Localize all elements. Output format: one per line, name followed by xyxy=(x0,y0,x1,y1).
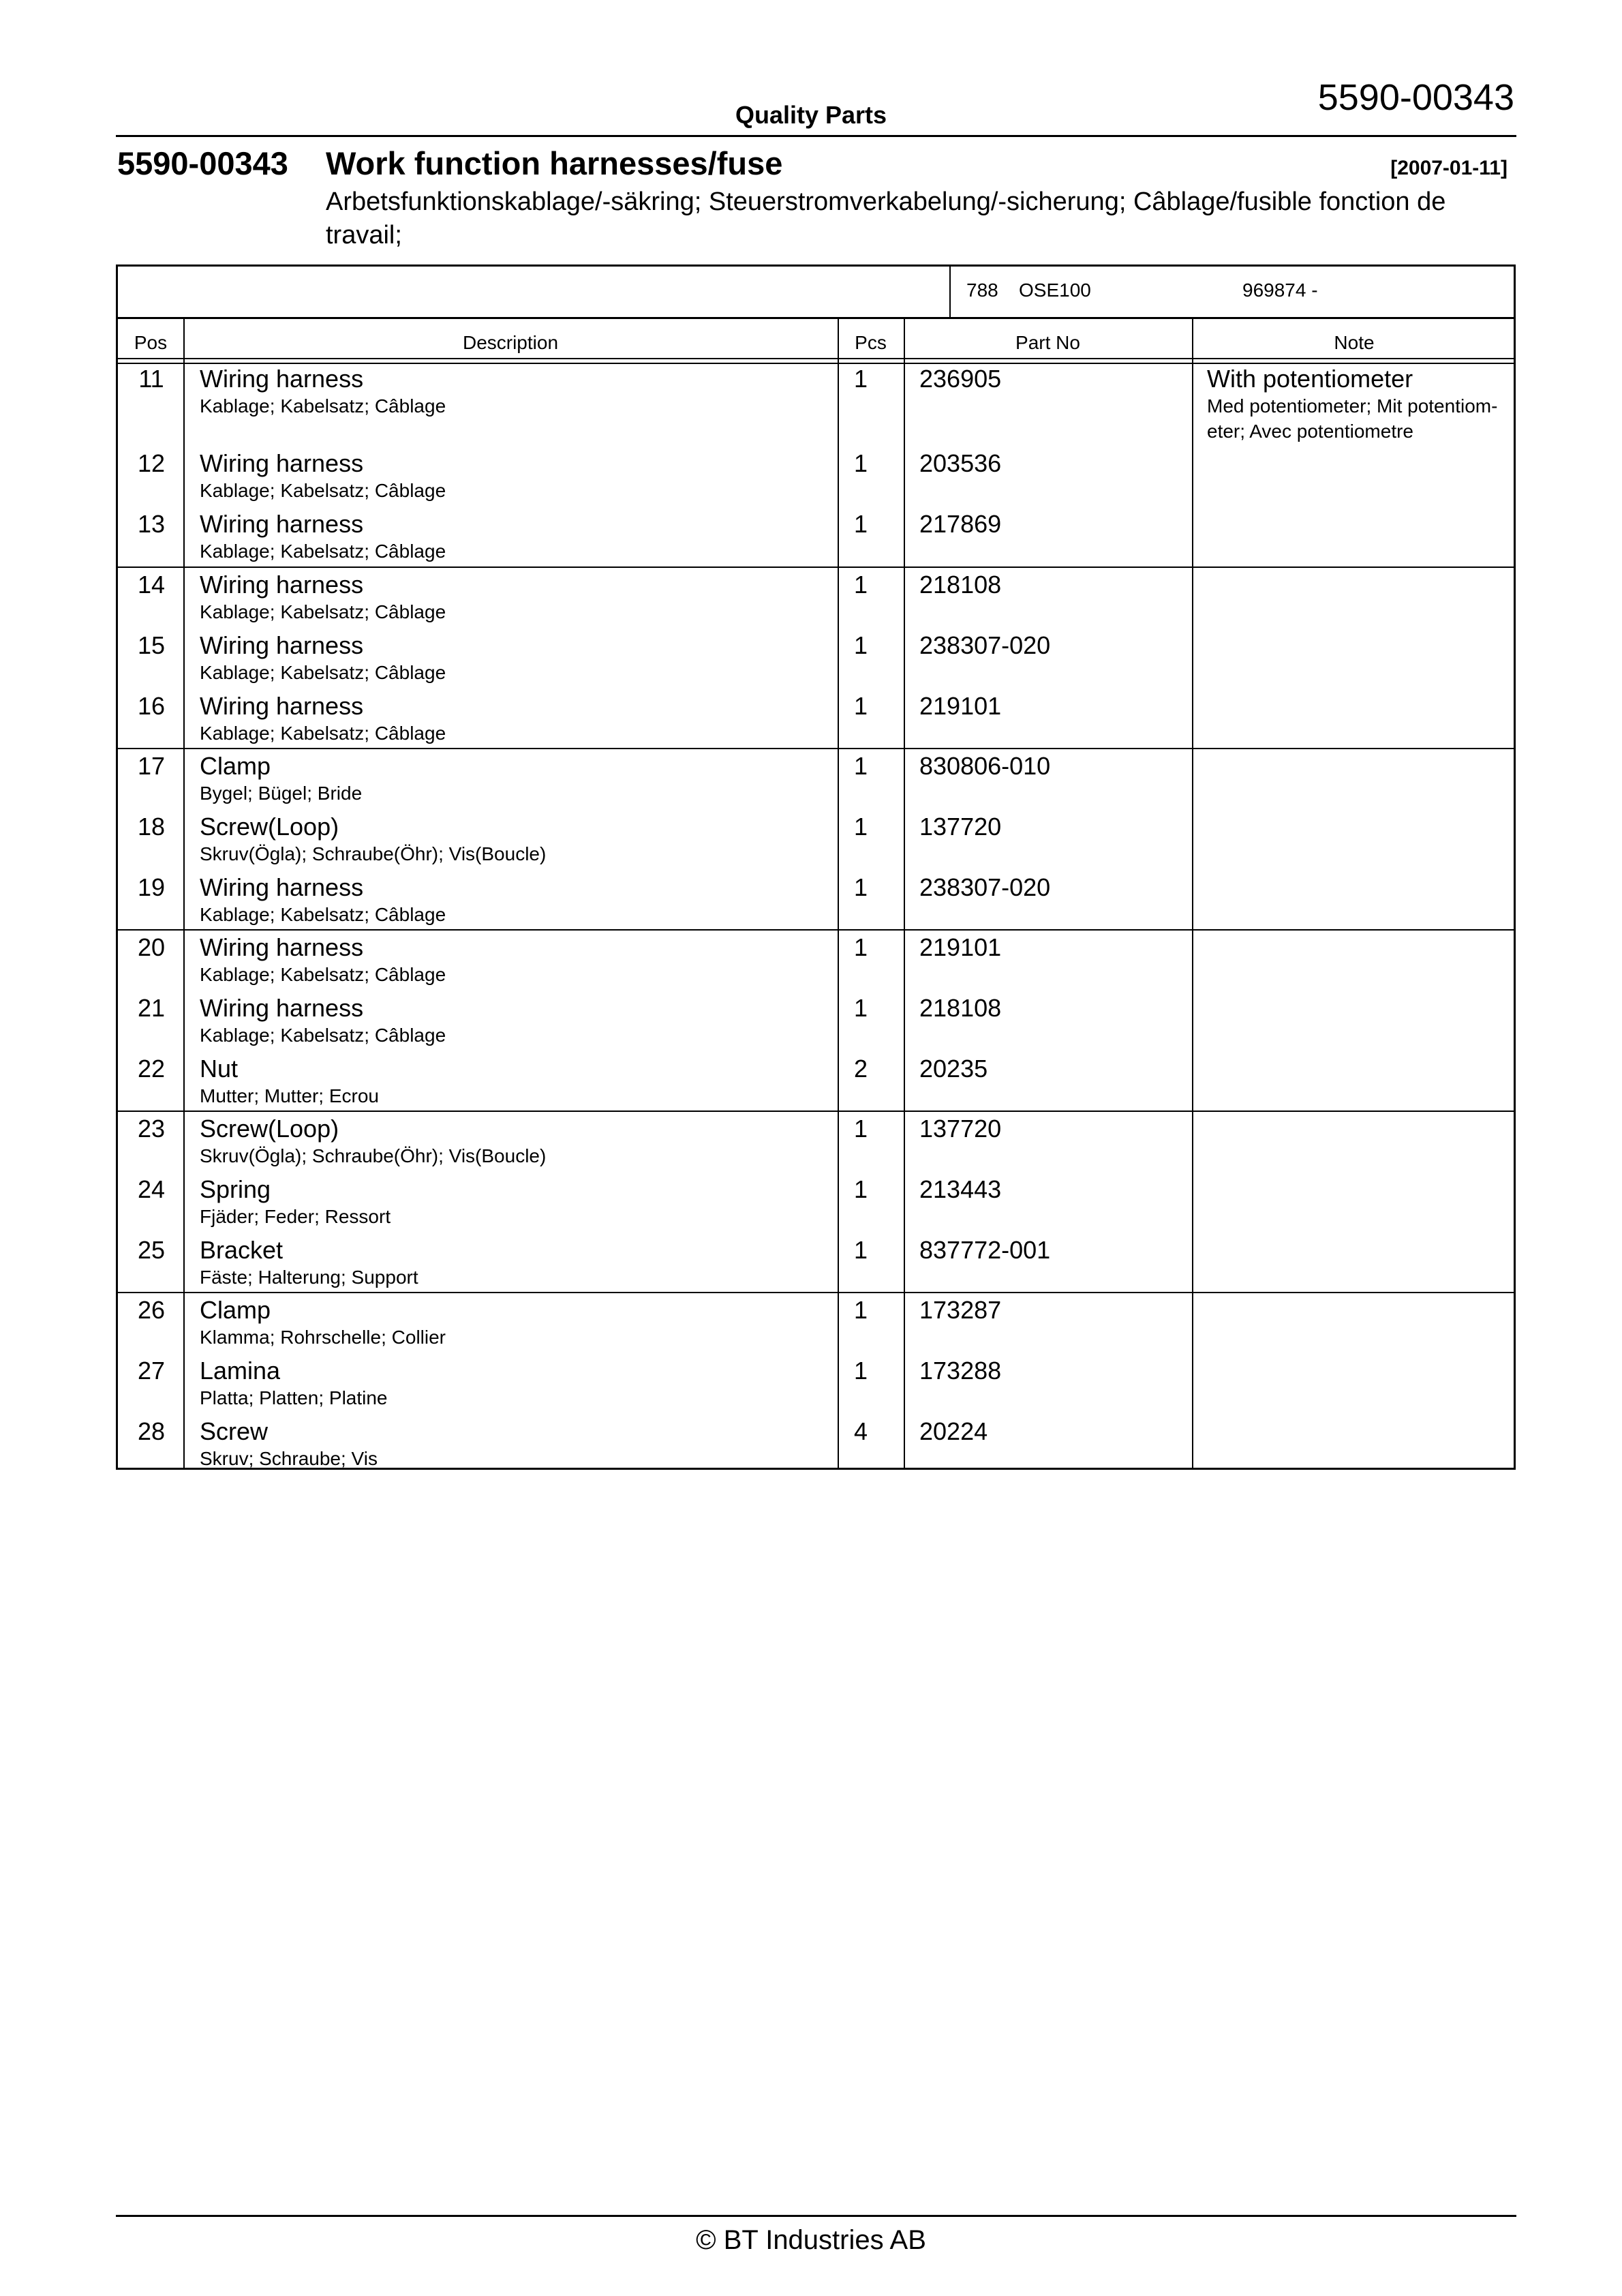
row-pos: 13 xyxy=(137,510,166,538)
title-translations: Arbetsfunktionskablage/-säkring; Steuerstromverkabelung/-sicherung; Câblage/fusible fonction de travail; xyxy=(326,187,1446,250)
row-description: Wiring harness xyxy=(200,692,364,720)
row-pcs: 1 xyxy=(854,365,868,393)
row-translation: Kablage; Kabelsatz; Câblage xyxy=(200,480,446,501)
header-divider xyxy=(116,135,1516,137)
row-part-number: 137720 xyxy=(919,813,1002,841)
row-pcs: 1 xyxy=(854,1115,868,1143)
row-part-number: 219101 xyxy=(919,692,1002,720)
row-description: Wiring harness xyxy=(200,449,364,477)
row-translation: Skruv(Ögla); Schraube(Öhr); Vis(Boucle) xyxy=(200,1145,547,1166)
group-divider xyxy=(118,1292,1514,1293)
note-translation: Med potentiometer; Mit potentiom-eter; Avec potentiometre xyxy=(1207,395,1498,442)
col-header-pos: Pos xyxy=(134,332,168,353)
row-pos: 15 xyxy=(137,631,166,659)
row-translation: Kablage; Kabelsatz; Câblage xyxy=(200,662,446,683)
row-pos: 19 xyxy=(137,873,166,901)
row-translation: Kablage; Kabelsatz; Câblage xyxy=(200,1025,446,1046)
row-part-number: 20224 xyxy=(919,1417,988,1445)
row-description: Nut xyxy=(200,1055,239,1083)
row-part-number: 218108 xyxy=(919,571,1002,599)
row-description: Spring xyxy=(200,1175,271,1203)
row-translation: Fjäder; Feder; Ressort xyxy=(200,1206,391,1227)
row-pos: 26 xyxy=(137,1296,166,1324)
row-pos: 21 xyxy=(137,994,166,1022)
row-pcs: 1 xyxy=(854,873,868,901)
row-description: Wiring harness xyxy=(200,571,364,599)
note-text: With potentiometer xyxy=(1207,365,1413,393)
header-doc-number: 5590-00343 xyxy=(1317,77,1514,118)
row-pos: 11 xyxy=(138,365,164,393)
row-pos: 22 xyxy=(137,1055,166,1083)
row-part-number: 213443 xyxy=(919,1175,1002,1203)
row-description: Screw xyxy=(200,1417,269,1445)
col-header-partno: Part No xyxy=(1015,332,1080,353)
col-header-pcs: Pcs xyxy=(855,332,887,353)
row-translation: Skruv(Ögla); Schraube(Öhr); Vis(Boucle) xyxy=(200,843,547,864)
header-rule xyxy=(118,358,1514,359)
row-pcs: 1 xyxy=(854,994,868,1022)
row-part-number: 20235 xyxy=(919,1055,988,1083)
row-pcs: 4 xyxy=(854,1417,868,1445)
row-translation: Kablage; Kabelsatz; Câblage xyxy=(200,964,446,985)
parts-table xyxy=(116,265,1516,1470)
row-pos: 28 xyxy=(137,1417,166,1445)
row-translation: Platta; Platten; Platine xyxy=(200,1387,388,1408)
row-translation: Klamma; Rohrschelle; Collier xyxy=(200,1327,446,1348)
row-translation: Fäste; Halterung; Support xyxy=(200,1267,418,1288)
row-part-number: 173288 xyxy=(919,1357,1002,1385)
col-divider xyxy=(904,317,905,1468)
row-translation: Skruv; Schraube; Vis xyxy=(200,1448,378,1469)
model-serial: 969874 - xyxy=(1242,280,1318,301)
row-pos: 14 xyxy=(137,571,166,599)
title-code: 5590-00343 xyxy=(117,145,288,181)
header-rule-double xyxy=(118,363,1514,364)
col-divider xyxy=(838,317,839,1468)
group-divider xyxy=(118,567,1514,568)
row-pcs: 2 xyxy=(854,1055,868,1083)
footer-divider xyxy=(116,2215,1516,2217)
row-part-number: 837772-001 xyxy=(919,1236,1051,1264)
row-pos: 23 xyxy=(137,1115,166,1143)
row-description: Wiring harness xyxy=(200,631,364,659)
row-pcs: 1 xyxy=(854,631,868,659)
row-description: Wiring harness xyxy=(200,933,364,961)
model-rule xyxy=(118,317,1514,319)
row-description: Screw(Loop) xyxy=(200,1115,339,1143)
row-translation: Bygel; Bügel; Bride xyxy=(200,783,363,804)
row-part-number: 218108 xyxy=(919,994,1002,1022)
model-number: 788 xyxy=(966,280,998,301)
row-part-number: 236905 xyxy=(919,365,1002,393)
row-translation: Kablage; Kabelsatz; Câblage xyxy=(200,904,446,925)
row-part-number: 217869 xyxy=(919,510,1002,538)
row-pos: 18 xyxy=(137,813,166,841)
row-pcs: 1 xyxy=(854,813,868,841)
footer-copyright: © BT Industries AB xyxy=(696,2225,926,2255)
row-description: Wiring harness xyxy=(200,994,364,1022)
row-translation: Kablage; Kabelsatz; Câblage xyxy=(200,541,446,562)
row-part-number: 173287 xyxy=(919,1296,1002,1324)
row-description: Wiring harness xyxy=(200,873,364,901)
row-pcs: 1 xyxy=(854,1175,868,1203)
row-description: Bracket xyxy=(200,1236,284,1264)
col-divider xyxy=(1192,317,1193,1468)
page-title: Work function harnesses/fuse xyxy=(326,145,783,181)
row-pos: 17 xyxy=(137,752,166,780)
row-pcs: 1 xyxy=(854,933,868,961)
row-description: Wiring harness xyxy=(200,510,364,538)
row-translation: Kablage; Kabelsatz; Câblage xyxy=(200,395,446,417)
row-pos: 25 xyxy=(137,1236,166,1264)
row-pcs: 1 xyxy=(854,510,868,538)
header-title: Quality Parts xyxy=(735,101,887,129)
row-part-number: 238307-020 xyxy=(919,873,1051,901)
group-divider xyxy=(118,929,1514,931)
col-divider xyxy=(183,317,185,1468)
row-pos: 24 xyxy=(137,1175,166,1203)
row-description: Wiring harness xyxy=(200,365,364,393)
row-translation: Kablage; Kabelsatz; Câblage xyxy=(200,601,446,622)
row-description: Lamina xyxy=(200,1357,281,1385)
row-pos: 12 xyxy=(137,449,166,477)
col-header-note: Note xyxy=(1334,332,1375,353)
row-pcs: 1 xyxy=(854,1296,868,1324)
row-pcs: 1 xyxy=(854,1236,868,1264)
row-pos: 20 xyxy=(137,933,166,961)
group-divider xyxy=(118,748,1514,749)
title-date: [2007-01-11] xyxy=(1390,157,1508,179)
row-pcs: 1 xyxy=(854,571,868,599)
row-description: Clamp xyxy=(200,752,271,780)
row-description: Screw(Loop) xyxy=(200,813,339,841)
row-pcs: 1 xyxy=(854,692,868,720)
row-part-number: 219101 xyxy=(919,933,1002,961)
group-divider xyxy=(118,1111,1514,1112)
row-part-number: 238307-020 xyxy=(919,631,1051,659)
model-name: OSE100 xyxy=(1019,280,1091,301)
row-description: Clamp xyxy=(200,1296,271,1324)
row-part-number: 203536 xyxy=(919,449,1002,477)
row-pcs: 1 xyxy=(854,449,868,477)
row-translation: Kablage; Kabelsatz; Câblage xyxy=(200,723,446,744)
col-header-description: Description xyxy=(462,332,559,353)
row-pcs: 1 xyxy=(854,1357,868,1385)
row-part-number: 830806-010 xyxy=(919,752,1051,780)
model-divider xyxy=(949,267,951,317)
row-pcs: 1 xyxy=(854,752,868,780)
row-pos: 27 xyxy=(137,1357,166,1385)
row-part-number: 137720 xyxy=(919,1115,1002,1143)
row-translation: Mutter; Mutter; Ecrou xyxy=(200,1085,379,1106)
row-pos: 16 xyxy=(137,692,166,720)
